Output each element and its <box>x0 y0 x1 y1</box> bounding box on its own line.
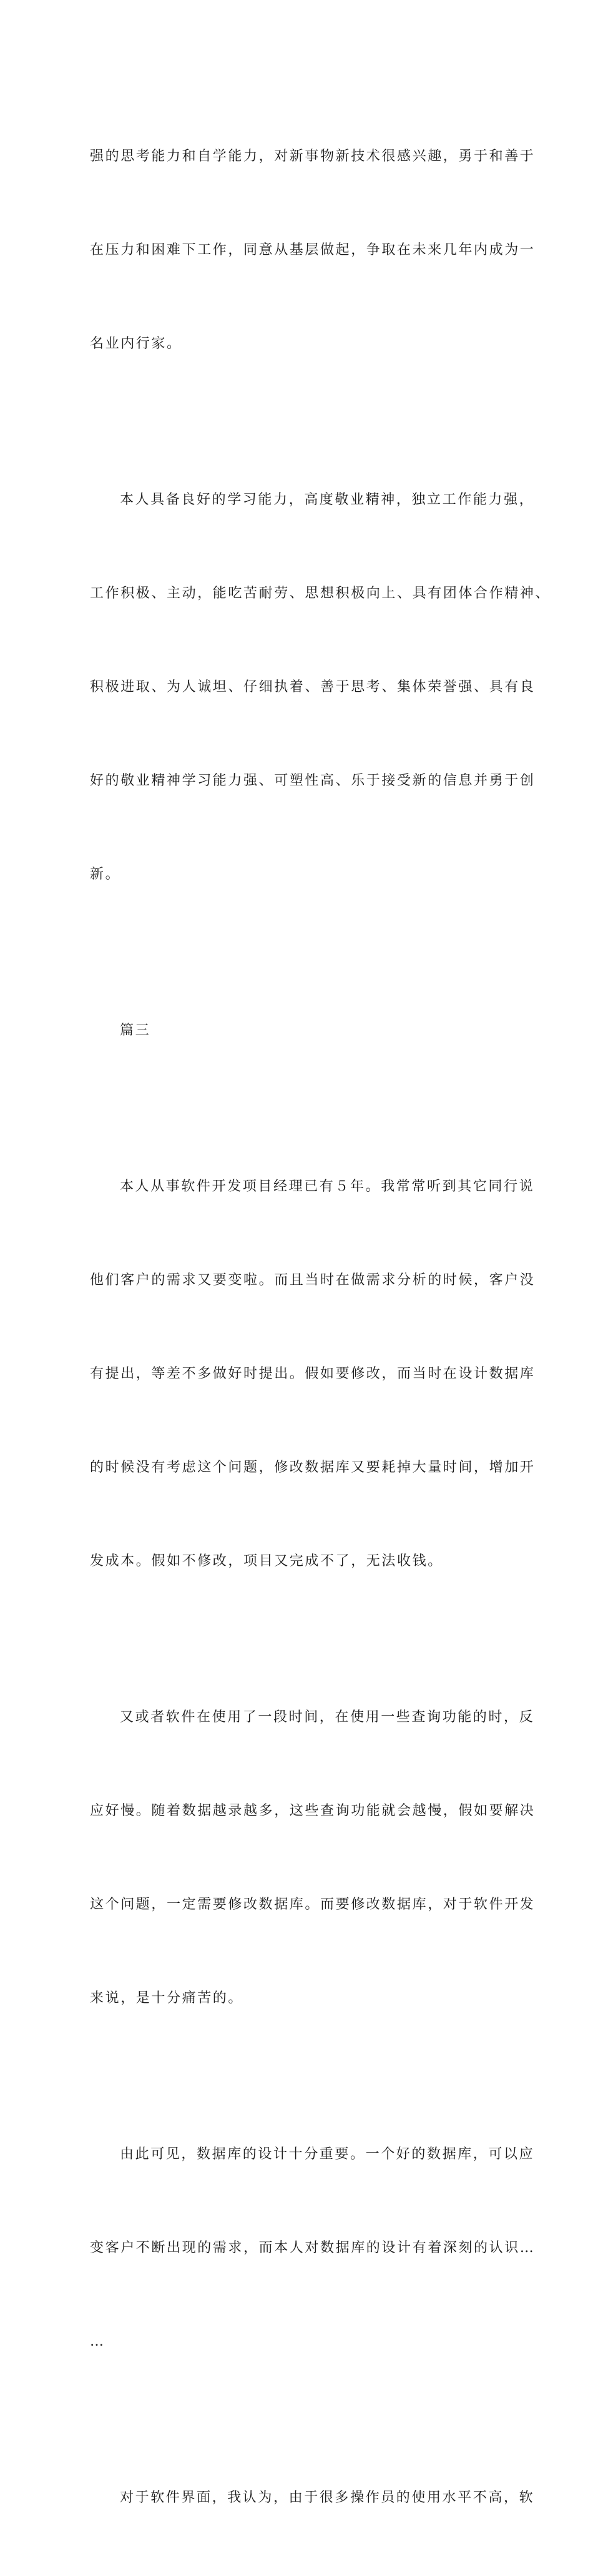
text-line: 新。 <box>90 867 121 882</box>
text-line: 变客户不断出现的需求，而本人对数据库的设计有着深刻的认识… <box>90 2240 536 2256</box>
text-line: 由此可见，数据库的设计十分重要。一个好的数据库，可以应 <box>120 2146 535 2162</box>
text-line: 在压力和困难下工作，同意从基层做起，争取在未来几年内成为一 <box>90 242 536 258</box>
paragraph <box>90 79 536 422</box>
text-line: 来说，是十分痛苦的。 <box>90 1990 244 2006</box>
section-heading <box>90 953 514 1109</box>
text-line: 发成本。假如不修改，项目又完成不了，无法收钱。 <box>90 1553 443 1569</box>
section-title: 篇三 <box>120 1023 151 1038</box>
text-line: 的时候没有考虑这个问题，修改数据库又要耗掉大量时间，增加开 <box>90 1460 536 1475</box>
text-line: 又或者软件在使用了一段时间，在使用一些查询功能的时，反 <box>120 1709 535 1725</box>
text-line: 本人具备良好的学习能力，高度敬业精神，独立工作能力强， <box>120 492 535 508</box>
text-line: 工作积极、主动，能吃苦耐劳、思想积极向上、具有团体合作精神、 <box>90 586 551 601</box>
paragraph <box>90 2420 535 2576</box>
text-line: … <box>90 2334 105 2349</box>
paragraph <box>90 1639 536 2077</box>
text-line: 这个问题，一定需要修改数据库。而要修改数据库，对于软件开发 <box>90 1897 536 1912</box>
text-line: 好的敬业精神学习能力强、可塑性高、乐于接受新的信息并勇于创 <box>90 773 536 789</box>
text-line: 本人从事软件开发项目经理已有５年。我常常听到其它同行说 <box>120 1179 535 1194</box>
text-line: 对于软件界面，我认为，由于很多操作员的使用水平不高，软 <box>120 2490 535 2505</box>
paragraph <box>90 422 551 953</box>
document-body <box>90 79 551 2576</box>
text-line: 强的思考能力和自学能力，对新事物新技术很感兴趣，勇于和善于 <box>90 149 536 164</box>
paragraph <box>90 1109 536 1639</box>
text-line: 积极进取、为人诚坦、仔细执着、善于思考、集体荣誉强、具有良 <box>90 679 536 695</box>
text-line: 名业内行家。 <box>90 336 182 351</box>
text-line: 他们客户的需求又要变啦。而且当时在做需求分析的时候，客户没 <box>90 1272 536 1288</box>
text-line: 有提出，等差不多做好时提出。假如要修改，而当时在设计数据库 <box>90 1366 536 1382</box>
paragraph <box>90 2077 536 2420</box>
text-line: 应好慢。随着数据越录越多，这些查询功能就会越慢，假如要解决 <box>90 1803 536 1819</box>
